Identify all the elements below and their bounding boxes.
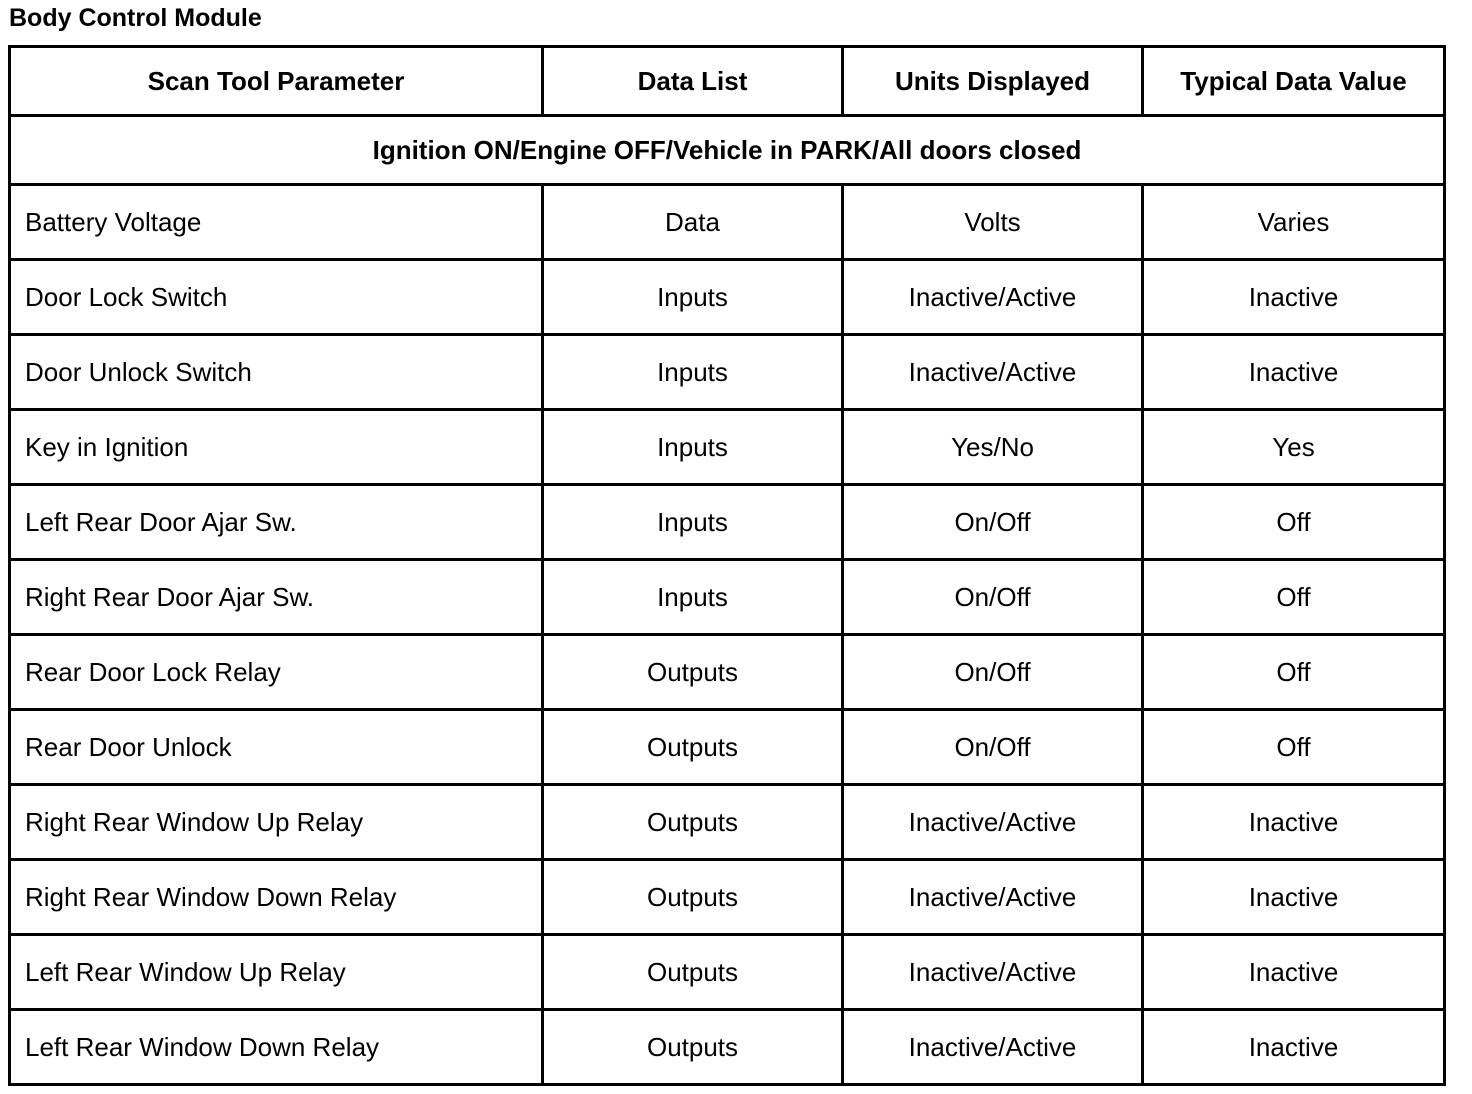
data-list-cell: Inputs bbox=[543, 410, 843, 485]
typical-data-value-cell: Off bbox=[1143, 710, 1445, 785]
data-list-cell: Outputs bbox=[543, 710, 843, 785]
scan-tool-parameter-cell: Left Rear Window Up Relay bbox=[10, 935, 543, 1010]
units-displayed-cell: Volts bbox=[843, 185, 1143, 260]
table-row bbox=[10, 185, 1445, 260]
scan-tool-parameter-cell: Rear Door Unlock bbox=[10, 710, 543, 785]
page-title: Body Control Module bbox=[9, 4, 262, 32]
typical-data-value-cell: Off bbox=[1143, 560, 1445, 635]
data-list-cell: Outputs bbox=[543, 935, 843, 1010]
scan-tool-parameter-cell: Rear Door Lock Relay bbox=[10, 635, 543, 710]
units-displayed-cell: Inactive/Active bbox=[843, 335, 1143, 410]
condition-row bbox=[10, 116, 1445, 185]
units-displayed-cell: On/Off bbox=[843, 560, 1143, 635]
table-row bbox=[10, 260, 1445, 335]
data-list-cell: Data bbox=[543, 185, 843, 260]
data-list-cell: Outputs bbox=[543, 785, 843, 860]
table-row bbox=[10, 935, 1445, 1010]
table-row bbox=[10, 410, 1445, 485]
typical-data-value-cell: Inactive bbox=[1143, 260, 1445, 335]
units-displayed-cell: On/Off bbox=[843, 635, 1143, 710]
data-list-cell: Outputs bbox=[543, 635, 843, 710]
typical-data-value-cell: Inactive bbox=[1143, 935, 1445, 1010]
header-scan-tool-parameter: Scan Tool Parameter bbox=[10, 47, 543, 116]
table-row bbox=[10, 335, 1445, 410]
units-displayed-cell: On/Off bbox=[843, 710, 1143, 785]
table-row bbox=[10, 860, 1445, 935]
data-list-cell: Inputs bbox=[543, 560, 843, 635]
scan-tool-parameter-cell: Key in Ignition bbox=[10, 410, 543, 485]
table-row bbox=[10, 635, 1445, 710]
typical-data-value-cell: Inactive bbox=[1143, 335, 1445, 410]
scan-tool-parameter-cell: Left Rear Window Down Relay bbox=[10, 1010, 543, 1085]
table-header-row bbox=[10, 47, 1445, 116]
scan-tool-parameter-cell: Right Rear Door Ajar Sw. bbox=[10, 560, 543, 635]
table-row bbox=[10, 485, 1445, 560]
units-displayed-cell: Inactive/Active bbox=[843, 785, 1143, 860]
scan-tool-parameter-cell: Battery Voltage bbox=[10, 185, 543, 260]
units-displayed-cell: Inactive/Active bbox=[843, 260, 1143, 335]
table-row bbox=[10, 560, 1445, 635]
typical-data-value-cell: Yes bbox=[1143, 410, 1445, 485]
typical-data-value-cell: Inactive bbox=[1143, 860, 1445, 935]
data-list-cell: Inputs bbox=[543, 485, 843, 560]
data-list-cell: Inputs bbox=[543, 260, 843, 335]
typical-data-value-cell: Inactive bbox=[1143, 785, 1445, 860]
scan-tool-parameter-cell: Door Lock Switch bbox=[10, 260, 543, 335]
typical-data-value-cell: Off bbox=[1143, 485, 1445, 560]
typical-data-value-cell: Varies bbox=[1143, 185, 1445, 260]
operating-condition: Ignition ON/Engine OFF/Vehicle in PARK/All doors closed bbox=[10, 116, 1445, 185]
data-list-cell: Outputs bbox=[543, 1010, 843, 1085]
units-displayed-cell: Inactive/Active bbox=[843, 1010, 1143, 1085]
scan-tool-data-table bbox=[8, 45, 1446, 1086]
units-displayed-cell: Inactive/Active bbox=[843, 935, 1143, 1010]
header-units-displayed: Units Displayed bbox=[843, 47, 1143, 116]
scan-tool-parameter-cell: Right Rear Window Up Relay bbox=[10, 785, 543, 860]
typical-data-value-cell: Inactive bbox=[1143, 1010, 1445, 1085]
scan-tool-parameter-cell: Left Rear Door Ajar Sw. bbox=[10, 485, 543, 560]
table-row bbox=[10, 710, 1445, 785]
units-displayed-cell: On/Off bbox=[843, 485, 1143, 560]
scan-tool-parameter-cell: Right Rear Window Down Relay bbox=[10, 860, 543, 935]
units-displayed-cell: Inactive/Active bbox=[843, 860, 1143, 935]
table-row bbox=[10, 785, 1445, 860]
scan-tool-parameter-cell: Door Unlock Switch bbox=[10, 335, 543, 410]
data-list-cell: Outputs bbox=[543, 860, 843, 935]
data-list-cell: Inputs bbox=[543, 335, 843, 410]
header-data-list: Data List bbox=[543, 47, 843, 116]
units-displayed-cell: Yes/No bbox=[843, 410, 1143, 485]
header-typical-data-value: Typical Data Value bbox=[1143, 47, 1445, 116]
typical-data-value-cell: Off bbox=[1143, 635, 1445, 710]
table-row bbox=[10, 1010, 1445, 1085]
